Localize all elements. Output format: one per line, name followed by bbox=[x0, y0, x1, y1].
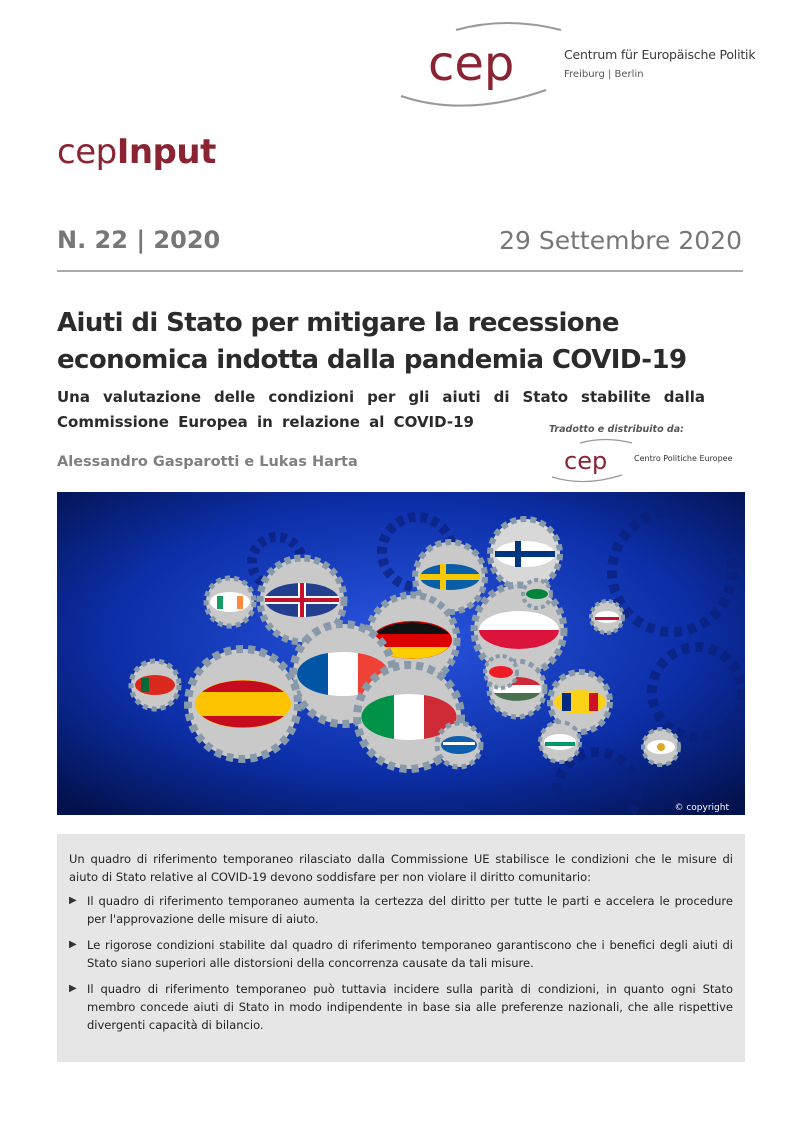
distributor-logo bbox=[550, 437, 740, 485]
bullet-text: Il quadro di riferimento temporaneo aumenta la certezza del diritto per tutte le parti e accelera le procedure per l'approvazione delle misure di aiuto. bbox=[87, 894, 733, 926]
org-header bbox=[564, 47, 794, 80]
flag-gear-greece bbox=[437, 723, 481, 767]
distribution-label: Tradotto e distribuito da: bbox=[549, 424, 684, 435]
org-cities: Freiburg | Berlin bbox=[564, 69, 644, 80]
bullet-text: Le rigorose condizioni stabilite dal quadro di riferimento temporaneo garantiscono che i benefici degli aiuti di Stato siano superiori alle distorsioni della concorrenza causate da tali misure. bbox=[87, 938, 733, 970]
org-name: Centrum für Europäische Politik bbox=[564, 47, 756, 62]
summary-bullet bbox=[69, 892, 733, 928]
series-title bbox=[57, 132, 216, 172]
series-name: Input bbox=[116, 132, 216, 172]
copyright-label: © copyright bbox=[674, 803, 729, 813]
flag-gear-spain bbox=[188, 649, 298, 759]
flag-gear-portugal bbox=[131, 661, 179, 709]
distributor-name: Centro Politiche Europee bbox=[634, 454, 733, 463]
issue-number: N. 22 | 2020 bbox=[57, 226, 221, 254]
triangle-bullet-icon: ▶ bbox=[69, 983, 77, 994]
summary-bullet bbox=[69, 980, 733, 1034]
triangle-bullet-icon: ▶ bbox=[69, 895, 77, 906]
summary-bullet bbox=[69, 936, 733, 972]
gears-illustration bbox=[57, 492, 745, 815]
bullet-text: Il quadro di riferimento temporaneo può tuttavia incidere sulla parità di condizioni, in quanto ogni Stato membro concede aiuti di Stato in modo indipendente in base sia alle preferenze nazionali, che alle rispettive divergenti capacità di bilancio. bbox=[87, 982, 733, 1032]
summary-intro: Un quadro di riferimento temporaneo rilasciato dalla Commissione UE stabilisce le condizioni che le misure di aiuto di Stato relative al COVID-19 devono soddisfare per non violare il diritto comunitario: bbox=[69, 852, 733, 884]
triangle-bullet-icon: ▶ bbox=[69, 939, 77, 950]
authors: Alessandro Gasparotti e Lukas Harta bbox=[57, 454, 358, 470]
flag-gear-finland bbox=[490, 519, 560, 589]
page-subtitle: Una valutazione delle condizioni per gli aiuti di Stato stabilite dalla Commissione Europea in relazione al COVID-19 bbox=[57, 388, 705, 431]
logo-wordmark: cep bbox=[428, 36, 515, 92]
cep-logo bbox=[396, 18, 566, 110]
summary-box bbox=[57, 834, 745, 1062]
divider bbox=[57, 270, 743, 272]
summary-bullets bbox=[69, 892, 733, 1034]
flag-gear-ireland bbox=[206, 578, 254, 626]
distributor-wordmark: cep bbox=[564, 447, 608, 475]
series-prefix: cep bbox=[57, 132, 117, 172]
issue-date: 29 Settembre 2020 bbox=[499, 226, 742, 255]
cover-image bbox=[57, 492, 745, 815]
page-title: Aiuti di Stato per mitigare la recessione economica indotta dalla pandemia COVID-19 bbox=[57, 308, 687, 375]
